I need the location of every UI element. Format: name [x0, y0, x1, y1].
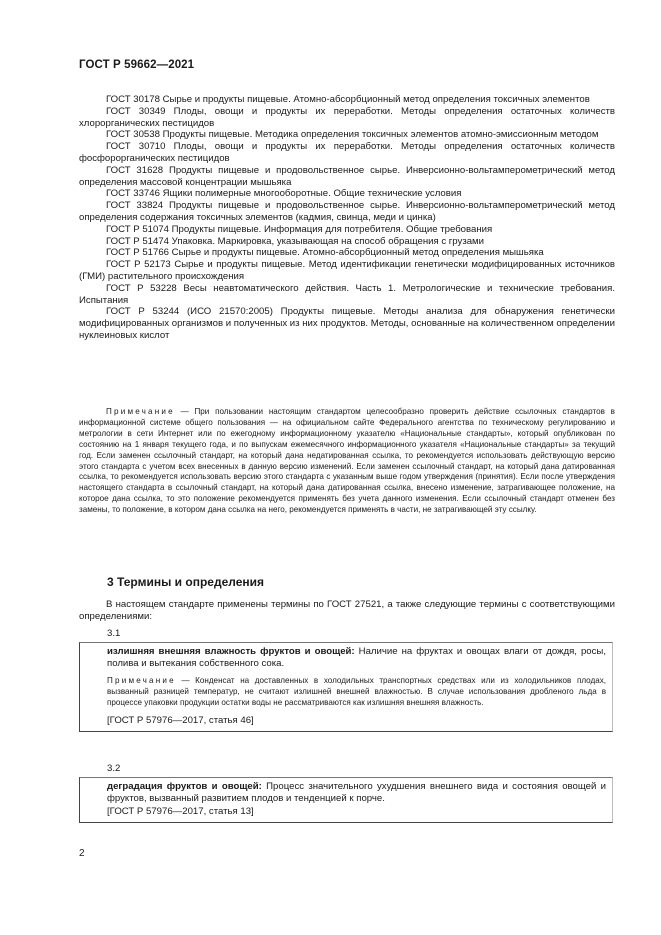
reference-item: ГОСТ 31628 Продукты пищевые и продовольственное сырье. Инверсионно-вольтамперометрический метод определения массовой концентрации мышьяка: [79, 164, 615, 188]
reference-item: ГОСТ 33746 Ящики полимерные многооборотные. Общие технические условия: [106, 188, 462, 200]
note-label: Примечание: [106, 407, 175, 416]
reference-item: ГОСТ Р 53228 Весы неавтоматического действия. Часть 1. Метрологические и технические требования. Испытания: [79, 282, 615, 306]
reference-item: ГОСТ 30538 Продукты пищевые. Методика определения токсичных элементов атомно-эмиссионным методом: [106, 129, 599, 141]
term-definition: Процесс значительного ухудшения внешнего вида и состояния овощей и фруктов, вызванный развитием плодов и тенденцией к порче.: [107, 781, 606, 805]
reference-item: ГОСТ 30710 Плоды, овощи и продукты их переработки. Методы определения остаточных количеств фосфорорганических пестицидов: [79, 141, 615, 164]
reference-item: ГОСТ 30349 Плоды, овощи и продукты их переработки. Методы определения остаточных количеств хлорорганических пестицидов: [79, 105, 615, 129]
term-name: деградация фруктов и овощей:: [107, 781, 262, 792]
term-definition: Наличие на фруктах и овощах влаги от дождя, росы, полива и вытекания собственного сока.: [107, 646, 606, 670]
section-heading: 3 Термины и определения: [107, 575, 265, 589]
references-note: [79, 407, 615, 516]
term-name: излишняя внешняя влажность фруктов и овощей:: [107, 646, 355, 657]
term-number: 3.2: [107, 763, 121, 774]
term-entry: [79, 777, 613, 823]
term-note-label: Примечание: [107, 675, 176, 685]
note-text: — При пользовании настоящим стандартом целесообразно проверить действие ссылочных стандартов в информационной системе общего пользования — на официальном сайте Федерального агентства по техническому регулированию и метрологии в сети Интернет или по ежегодному информационному указателю «Национальные стандарты», который опубликован по состоянию на 1 января текущего года, и по выпускам ежемесячного информационного указателя «Национальные стандарты» за текущий год. Если заменен ссылочный стандарт, на который дана недатированная ссылка, то рекомендуется использовать действующую версию этого стандарта с учетом всех внесенных в данную версию изменений. Если заменен ссылочный стандарт, на который дана датированная ссылка, то рекомендуется использовать версию этого стандарта с указанным выше годом утверждения (принятия). Если после утверждения настоящего стандарта в ссылочный стандарт, на который дана датированная ссылка, внесено изменение, затрагивающее положение, на которое дана ссылка, то это положение рекомендуется применять без учета данного изменения. Если ссылочный стандарт отменен без замены, то положение, в котором дана ссылка на него, рекомендуется применять в части, не затрагивающей эту ссылку.: [79, 407, 615, 515]
reference-item: ГОСТ Р 52173 Сырье и продукты пищевые. Метод идентификации генетически модифицированных источников (ГМИ) растительного происхождения: [79, 259, 615, 282]
term-source: [ГОСТ Р 57976—2017, статья 13]: [107, 805, 254, 817]
reference-item: ГОСТ 33824 Продукты пищевые и продовольственное сырье. Инверсионно-вольтамперометрический метод определения содержания токсичных элементов (кадмия, свинца, меди и цинка): [79, 200, 615, 223]
page-header-standard-title: ГОСТ Р 59662—2021: [79, 59, 195, 71]
term-number: 3.1: [107, 628, 121, 639]
term-note-text: — Конденсат на доставленных в холодильных транспортных средствах или из холодильников плодах, вызванный разницей температур, не считают излишней внешней влажностью. В случае использования дробленого льда в процессе упаковки продукции остатки воды не рассматриваются как излишняя внешняя влажность.: [107, 675, 606, 707]
section-intro: В настоящем стандарте применены термины по ГОСТ 27521, а также следующие термины с соответствующими определениями:: [79, 599, 615, 623]
reference-item: ГОСТ Р 53244 (ИСО 21570:2005) Продукты пищевые. Методы анализа для обнаружения генетически модифицированных организмов и полученных из них продуктов. Методы, основанные на количественном определении нуклеиновых кислот: [79, 306, 615, 341]
reference-item: ГОСТ 30178 Сырье и продукты пищевые. Атомно-абсорбционный метод определения токсичных элементов: [106, 94, 590, 105]
reference-item: ГОСТ Р 51474 Упаковка. Маркировка, указывающая на способ обращения с грузами: [106, 235, 485, 247]
reference-item: ГОСТ Р 51766 Сырье и продукты пищевые. Атомно-абсорбционный метод определения мышьяка: [106, 247, 544, 259]
page-number: 2: [79, 848, 85, 859]
normative-references-list: [79, 94, 615, 342]
term-source: [ГОСТ Р 57976—2017, статья 46]: [107, 714, 254, 726]
reference-item: ГОСТ Р 51074 Продукты пищевые. Информация для потребителя. Общие требования: [106, 223, 493, 235]
term-entry: [79, 642, 613, 732]
